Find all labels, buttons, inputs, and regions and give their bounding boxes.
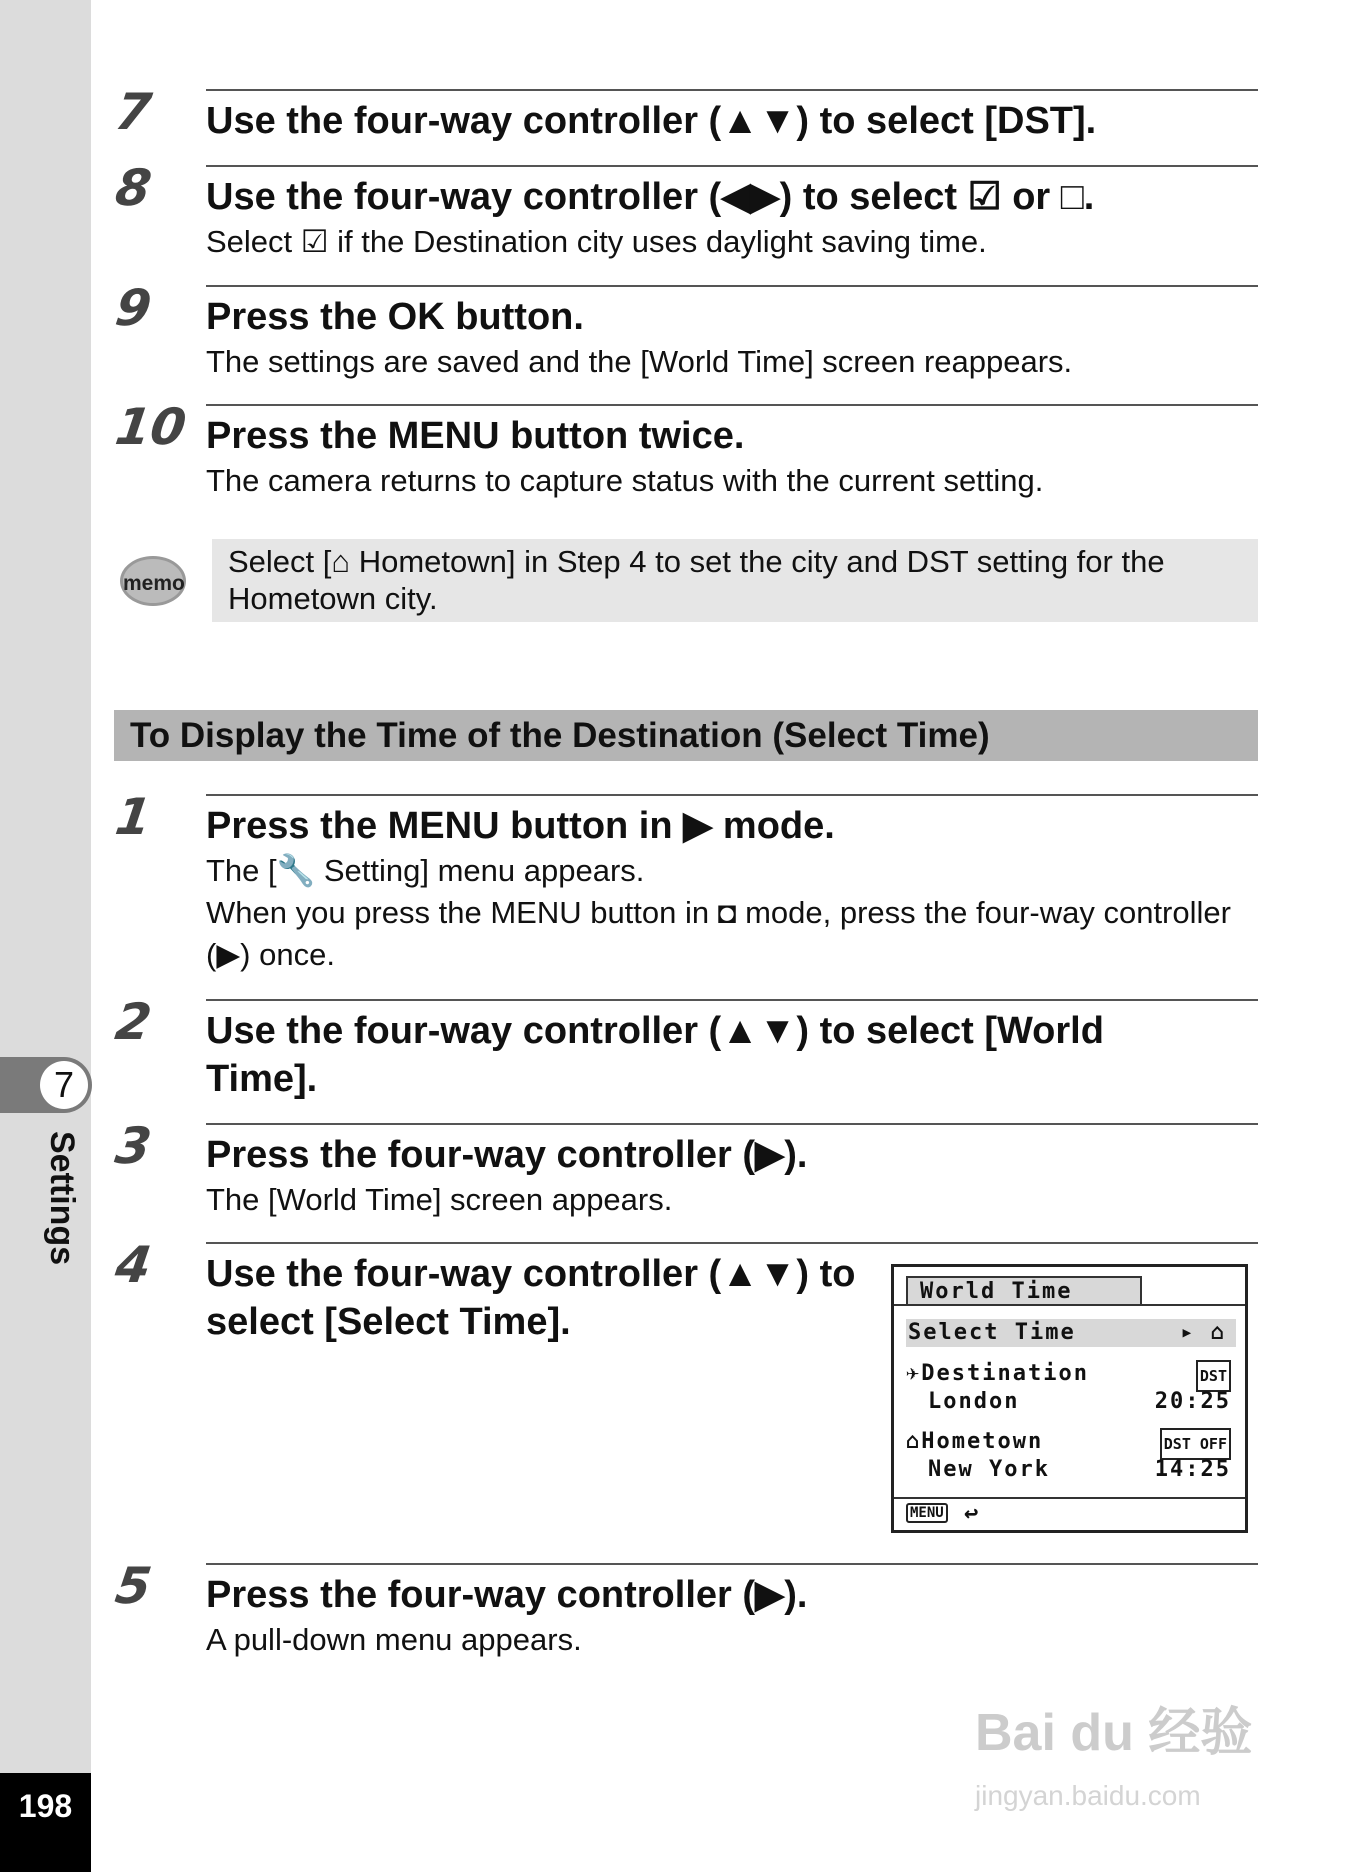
step-7 [111, 83, 1258, 145]
back-arrow-icon: ↩ [964, 1499, 981, 1527]
watermark-url: jingyan.baidu.com [975, 1780, 1201, 1811]
step-5 [111, 1557, 1258, 1661]
step-text: The [World Time] screen appears. [206, 1182, 673, 1217]
chapter-number: 7 [40, 1061, 88, 1109]
step-1 [111, 788, 1258, 976]
step-heading: Use the four-way controller (◀▶) to select ☑ or □. [206, 176, 1095, 218]
page-number: 198 [18, 1788, 73, 1824]
step-number: 9 [111, 279, 155, 337]
step-heading: Press the MENU button twice. [206, 415, 745, 457]
hometown-city-row [906, 1456, 1231, 1484]
step-number: 2 [111, 993, 155, 1051]
destination-city-row [906, 1388, 1231, 1416]
hometown-label: ⌂Hometown [906, 1429, 1044, 1454]
step-number: 7 [111, 83, 155, 141]
section-title: To Display the Time of the Destination (Select Time) [114, 710, 1258, 761]
home-icon: ▸ ⌂ [1180, 1320, 1226, 1345]
step-number: 8 [111, 159, 155, 217]
memo-note: Select [⌂ Hometown] in Step 4 to set the city and DST setting for the Hometown city. [212, 539, 1258, 622]
step-heading: Use the four-way controller (▲▼) to select [World Time]. [206, 1010, 1104, 1100]
select-time-row [906, 1319, 1236, 1347]
step-3 [111, 1117, 1258, 1221]
step-number: 10 [111, 398, 190, 456]
chapter-sidebar [0, 0, 91, 1872]
step-heading: Use the four-way controller (▲▼) to select [DST]. [206, 100, 1097, 142]
destination-row [906, 1360, 1231, 1388]
step-text: The [🔧 Setting] menu appears. [206, 853, 645, 888]
step-text: A pull-down menu appears. [206, 1622, 582, 1657]
step-text: Select ☑ if the Destination city uses daylight saving time. [206, 224, 987, 259]
step-heading: Press the OK button. [206, 296, 584, 338]
destination-city: London [928, 1389, 1020, 1414]
step-9 [111, 279, 1258, 383]
select-time-label: Select Time [908, 1320, 1076, 1345]
menu-button-icon: MENU [906, 1503, 948, 1523]
step-text: When you press the MENU button in ◘ mode, press the four-way controller (▶) once. [206, 895, 1231, 972]
step-2 [111, 993, 1258, 1103]
step-8 [111, 159, 1258, 263]
memo-icon: memo [120, 556, 186, 606]
step-heading: Press the four-way controller (▶). [206, 1574, 808, 1616]
step-heading: Press the MENU button in ▶ mode. [206, 805, 835, 847]
step-number: 5 [111, 1557, 155, 1615]
step-number: 3 [111, 1117, 155, 1175]
hometown-time: 14:25 [1154, 1457, 1231, 1482]
step-text: The settings are saved and the [World Time] screen reappears. [206, 344, 1073, 379]
hometown-row [906, 1428, 1231, 1456]
step-number: 4 [111, 1236, 155, 1294]
screen-title: World Time [906, 1276, 1142, 1304]
step-heading: Use the four-way controller (▲▼) to select [Select Time]. [206, 1253, 856, 1343]
watermark-logo: Bai du 经验 [975, 1704, 1253, 1762]
chapter-title: Settings [43, 1131, 81, 1266]
dst-badge: DST [1196, 1360, 1231, 1392]
step-heading: Press the four-way controller (▶). [206, 1134, 808, 1176]
step-10 [111, 398, 1258, 502]
step-number: 1 [111, 788, 155, 846]
divider [894, 1497, 1245, 1499]
step-text: The camera returns to capture status with the current setting. [206, 463, 1044, 498]
divider [894, 1304, 1245, 1306]
destination-label: ✈Destination [906, 1361, 1089, 1386]
hometown-city: New York [928, 1457, 1050, 1482]
destination-time: 20:25 [1154, 1389, 1231, 1414]
dst-off-badge: DST OFF [1160, 1428, 1231, 1460]
camera-screen [891, 1264, 1248, 1533]
